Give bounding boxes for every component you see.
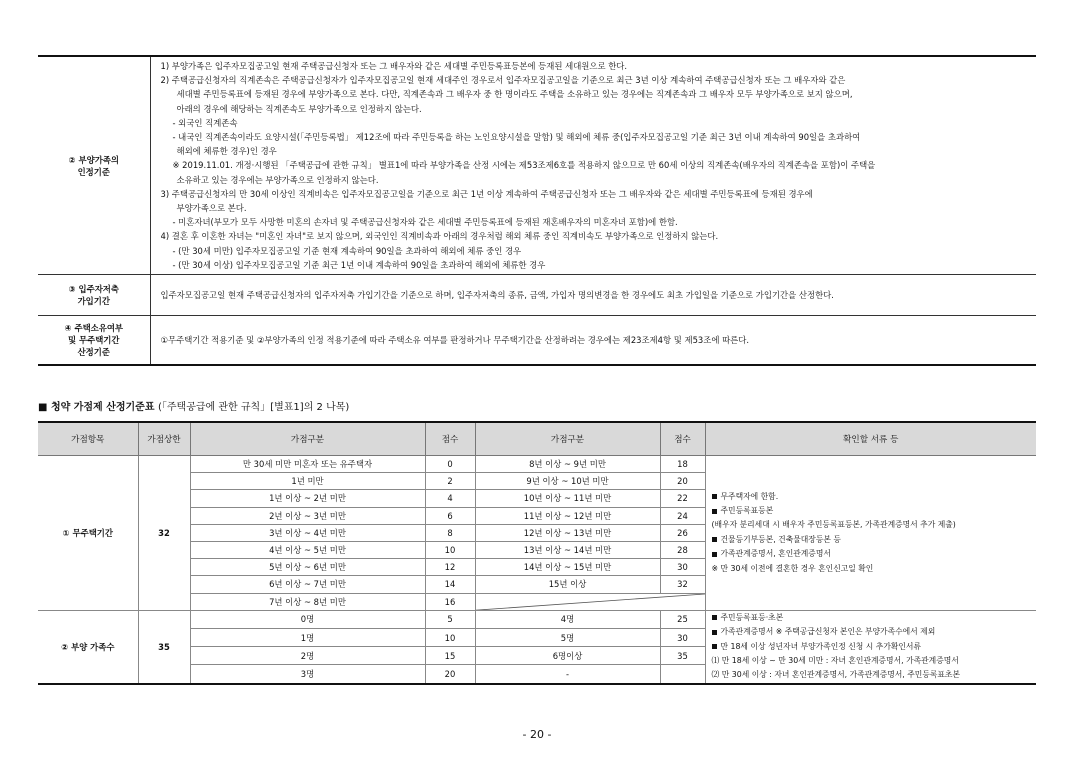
criteria-text-line: 해외에 체류한 경우)인 경우 bbox=[176, 146, 277, 157]
score-range: 6명이상 bbox=[475, 647, 660, 665]
document-text: 주민등록표등본 bbox=[720, 506, 774, 516]
section-bullet: ■ bbox=[38, 402, 48, 413]
score-criteria-table bbox=[38, 421, 1036, 685]
score-range: 9년 이상 ~ 10년 미만 bbox=[475, 473, 660, 490]
score-range: 1년 이상 ~ 2년 미만 bbox=[190, 490, 425, 507]
bullet-square-icon bbox=[712, 537, 717, 542]
score-range: 12년 이상 ~ 13년 미만 bbox=[475, 524, 660, 541]
document-line bbox=[712, 562, 1037, 576]
score-points: 10 bbox=[425, 628, 475, 646]
criteria-text-line: - 외국인 직계존속 bbox=[172, 117, 238, 128]
score-range: 3년 이상 ~ 4년 미만 bbox=[190, 524, 425, 541]
score-range: 5년 이상 ~ 6년 미만 bbox=[190, 559, 425, 576]
score-points: 26 bbox=[660, 524, 705, 541]
column-header: 가점상한 bbox=[138, 422, 190, 456]
score-points: 30 bbox=[660, 559, 705, 576]
document-line bbox=[712, 625, 1037, 639]
score-range: 1년 미만 bbox=[190, 473, 425, 490]
score-range: 1명 bbox=[190, 628, 425, 646]
score-points bbox=[660, 665, 705, 684]
criteria-label-line: ④ 주택소유여부 bbox=[64, 323, 124, 334]
score-range: 11년 이상 ~ 12년 미만 bbox=[475, 507, 660, 524]
score-range: 2명 bbox=[190, 647, 425, 665]
criteria-row bbox=[38, 56, 1036, 275]
score-points: 14 bbox=[425, 576, 475, 593]
document-text: ※ 만 30세 이전에 결혼한 경우 혼인신고일 확인 bbox=[711, 563, 874, 573]
criteria-text-line: ①무주택기간 적용기준 및 ②부양가족의 인정 적용기준에 따라 주택소유 여부를 판정하거나 무주택기간을 산정하려는 경우에는 제23조제4항 및 제53조에 따른다. bbox=[160, 334, 750, 345]
table-row bbox=[38, 456, 1036, 473]
criteria-text-line: - 미혼자녀(부모가 모두 사망한 미혼의 손자녀 및 주택공급신청자와 같은 세대별 주민등록표에 등재된 재혼배우자의 미혼자녀 포함)에 한함. bbox=[172, 217, 678, 228]
criteria-text-line: 입주자모집공고일 현재 주택공급신청자의 입주자저축 가입기간을 기준으로 하며, 입주자저축의 종류, 금액, 가입자 명의변경을 한 경우에도 최초 가입일을 기준으로 가입기간을 산정한다. bbox=[160, 289, 834, 300]
criteria-text-line: 1) 부양가족은 입주자모집공고일 현재 주택공급신청자 또는 그 배우자와 같은 세대별 주민등록표등본에 등재된 세대원으로 한다. bbox=[160, 61, 628, 71]
page-number: - 20 - bbox=[522, 728, 552, 741]
score-range: 7년 이상 ~ 8년 미만 bbox=[190, 593, 425, 610]
document-line bbox=[712, 504, 1037, 518]
bullet-square-icon bbox=[712, 509, 717, 514]
column-header: 점수 bbox=[660, 422, 705, 456]
bullet-square-icon bbox=[712, 552, 717, 557]
criteria-row bbox=[38, 275, 1036, 316]
table-row bbox=[38, 610, 1036, 628]
score-points: 8 bbox=[425, 524, 475, 541]
score-points: 0 bbox=[425, 456, 475, 473]
score-points: 22 bbox=[660, 490, 705, 507]
score-range: 14년 이상 ~ 15년 미만 bbox=[475, 559, 660, 576]
document-line bbox=[712, 518, 1037, 532]
column-header: 가점구분 bbox=[475, 422, 660, 456]
document-text: ⑴ 만 18세 이상 ~ 만 30세 미만 : 자녀 혼인관계증명서, 가족관계증명서 bbox=[711, 655, 959, 665]
column-header: 가점항목 bbox=[38, 422, 138, 456]
criteria-row bbox=[38, 316, 1036, 366]
criteria-text-line: 아래의 경우에 해당하는 직계존속도 부양가족으로 인정하지 않는다. bbox=[176, 103, 422, 114]
document-text: (배우자 분리세대 시 배우자 주민등록표등본, 가족관계증명서 추가 제출) bbox=[711, 520, 956, 530]
document-line bbox=[712, 640, 1037, 654]
score-range: 6년 이상 ~ 7년 미만 bbox=[190, 576, 425, 593]
criteria-text-line: 부양가족으로 본다. bbox=[176, 203, 247, 214]
score-range: 2년 이상 ~ 3년 미만 bbox=[190, 507, 425, 524]
document-text: 가족관계증명서 ※ 주택공급신청자 본인은 부양가족수에서 제외 bbox=[720, 627, 936, 637]
score-points: 20 bbox=[660, 473, 705, 490]
criteria-label bbox=[38, 56, 150, 275]
document-text: 가족관계증명서, 혼인관계증명서 bbox=[720, 549, 831, 559]
criteria-text-line: - 내국인 직계존속이라도 요양시설(「주민등록법」 제12조에 따라 주민등록을 하는 노인요양시설을 말함) 및 해외에 체류 중(입주자모집공고일 기준 최근 3년 이내 계속하여 90일을 초과하여 bbox=[172, 132, 861, 143]
score-points: 5 bbox=[425, 610, 475, 628]
criteria-text-line: - (만 30세 미만) 입주자모집공고일 기준 현재 계속하여 90일을 초과하여 해외에 체류 중인 경우 bbox=[172, 245, 522, 256]
document-text: 만 18세 이상 성년자녀 부양가족인정 신청 시 추가확인서류 bbox=[720, 641, 921, 651]
bullet-square-icon bbox=[712, 644, 717, 649]
document-line bbox=[712, 654, 1037, 668]
score-points: 30 bbox=[660, 628, 705, 646]
document-line bbox=[712, 668, 1037, 682]
bullet-square-icon bbox=[712, 494, 717, 499]
score-points: 25 bbox=[660, 610, 705, 628]
score-points: 32 bbox=[660, 576, 705, 593]
column-header: 확인할 서류 등 bbox=[705, 422, 1036, 456]
score-points: 12 bbox=[425, 559, 475, 576]
score-range: 0명 bbox=[190, 610, 425, 628]
score-max: 35 bbox=[138, 610, 190, 684]
document-line bbox=[712, 490, 1037, 504]
bullet-square-icon bbox=[712, 615, 717, 620]
score-points: 10 bbox=[425, 541, 475, 558]
criteria-text bbox=[150, 316, 1036, 366]
score-range: 10년 이상 ~ 11년 미만 bbox=[475, 490, 660, 507]
criteria-label-line: 산정기준 bbox=[77, 347, 110, 358]
score-points: 24 bbox=[660, 507, 705, 524]
criteria-label-line: 및 무주택기간 bbox=[68, 335, 120, 346]
criteria-text-line: 2) 주택공급신청자의 직계존속은 주택공급신청자가 입주자모집공고일 현재 세대주인 경우로서 입주자모집공고일을 기준으로 최근 3년 이상 계속하여 주택공급신청자 또는 그 배우자와 같은 bbox=[160, 75, 846, 86]
score-range: 13년 이상 ~ 14년 미만 bbox=[475, 541, 660, 558]
criteria-label bbox=[38, 275, 150, 316]
bullet-square-icon bbox=[712, 630, 717, 635]
score-points: 2 bbox=[425, 473, 475, 490]
score-points: 35 bbox=[660, 647, 705, 665]
criteria-text-line: 세대별 주민등록표에 등재된 경우에 부양가족으로 본다. 다만, 직계존속과 그 배우자 중 한 명이라도 주택을 소유하고 있는 경우에는 직계존속과 그 배우자 모두 부양가족으로 보지 않으며, bbox=[176, 89, 853, 100]
document-line bbox=[712, 611, 1037, 625]
criteria-label-line: ② 부양가족의 bbox=[68, 154, 119, 165]
score-points: 20 bbox=[425, 665, 475, 684]
document-text: ⑵ 만 30세 이상 : 자녀 혼인관계증명서, 가족관계증명서, 주민등록표초본 bbox=[711, 670, 960, 680]
score-range: 15년 이상 bbox=[475, 576, 660, 593]
eligibility-criteria-table-wrap bbox=[38, 55, 1036, 366]
criteria-label bbox=[38, 316, 150, 366]
section-title-text: 청약 가점제 산정기준표 bbox=[50, 402, 155, 413]
document-text: 무주택자에 한함. bbox=[720, 491, 779, 501]
score-range: 4명 bbox=[475, 610, 660, 628]
column-header: 가점구분 bbox=[190, 422, 425, 456]
section-title bbox=[38, 398, 349, 413]
score-points: 6 bbox=[425, 507, 475, 524]
criteria-label-line: 가입기간 bbox=[77, 296, 110, 307]
score-points: 18 bbox=[660, 456, 705, 473]
empty-diagonal-cell bbox=[475, 593, 705, 610]
criteria-text-line: 4) 결혼 후 이혼한 자녀는 "미혼인 자녀"로 보지 않으며, 외국인인 직계비속과 아래의 경우처럼 해외 체류 중인 직계비속도 부양가족으로 인정하지 않는다. bbox=[160, 231, 719, 242]
criteria-text-line: 소유하고 있는 경우에는 부양가족으로 인정하지 않는다. bbox=[176, 174, 379, 185]
score-range: 만 30세 미만 미혼자 또는 유주택자 bbox=[190, 456, 425, 473]
criteria-text bbox=[150, 275, 1036, 316]
score-item-label: ② 부양 가족수 bbox=[38, 610, 138, 684]
eligibility-criteria-table bbox=[38, 55, 1036, 366]
required-documents bbox=[705, 456, 1036, 611]
score-points: 15 bbox=[425, 647, 475, 665]
score-points: 4 bbox=[425, 490, 475, 507]
document-text: 주민등록표등·초본 bbox=[720, 612, 784, 622]
criteria-label-line: ③ 입주자저축 bbox=[68, 284, 119, 295]
score-points: 16 bbox=[425, 593, 475, 610]
criteria-text bbox=[150, 56, 1036, 275]
document-line bbox=[712, 533, 1037, 547]
section-subtitle: (「주택공급에 관한 규칙」[별표1]의 2 나목) bbox=[158, 402, 350, 413]
score-range: 8년 이상 ~ 9년 미만 bbox=[475, 456, 660, 473]
criteria-text-line: 3) 주택공급신청자의 만 30세 이상인 직계비속은 입주자모집공고일을 기준으로 최근 1년 이상 계속하여 주택공급신청자 또는 그 배우자와 같은 세대별 주민등록표에 등재된 경우에 bbox=[160, 188, 813, 199]
score-item-label: ① 무주택기간 bbox=[38, 456, 138, 611]
column-header: 점수 bbox=[425, 422, 475, 456]
document-text: 건물등기부등본, 건축물대장등본 등 bbox=[720, 534, 841, 544]
score-max: 32 bbox=[138, 456, 190, 611]
score-points: 28 bbox=[660, 541, 705, 558]
criteria-text-line: - (만 30세 이상) 입주자모집공고일 기준 최근 1년 이내 계속하여 90일을 초과하여 해외에 체류한 경우 bbox=[172, 259, 546, 270]
score-range: 5명 bbox=[475, 628, 660, 646]
criteria-text-line: ※ 2019.11.01. 개정·시행된 「주택공급에 관한 규칙」 별표1에 따라 부양가족을 산정 시에는 제53조제6호를 적용하지 않으므로 만 60세 이상의 직계존속(배우자의 직계존속을 포함)이 주택을 bbox=[172, 160, 876, 171]
document-line bbox=[712, 547, 1037, 561]
score-range: 4년 이상 ~ 5년 미만 bbox=[190, 541, 425, 558]
score-range: 3명 bbox=[190, 665, 425, 684]
score-range: - bbox=[475, 665, 660, 684]
criteria-label-line: 인정기준 bbox=[77, 166, 110, 177]
required-documents bbox=[705, 610, 1036, 684]
